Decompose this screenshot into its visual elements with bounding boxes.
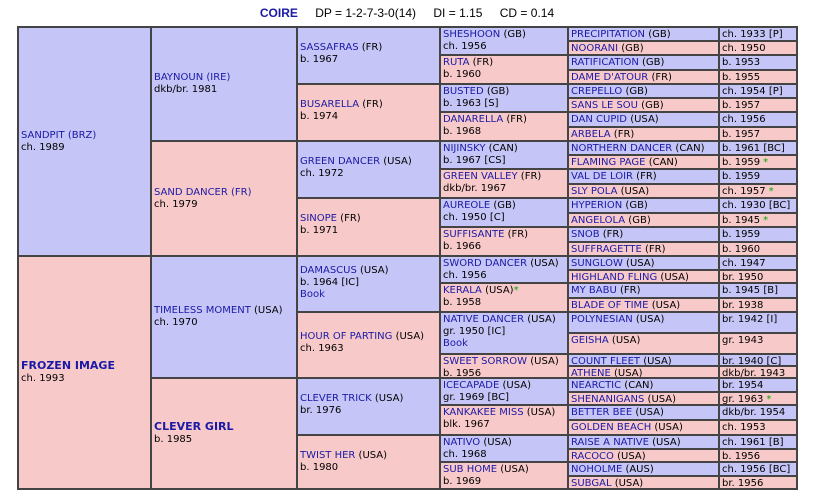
gen5-name-cell	[568, 476, 719, 489]
gen5-info: ch. 1956	[722, 114, 766, 125]
gen5-country: (USA)	[657, 272, 689, 283]
gen5-country: (USA)	[613, 451, 646, 462]
gen4-dup-star: *	[513, 285, 519, 296]
sire-country: (BRZ)	[64, 129, 97, 141]
gen5-name-cell	[568, 333, 719, 354]
gen4-info: b. 1958	[443, 297, 482, 308]
gen4-country: (FR)	[503, 114, 527, 125]
gen4-cell	[440, 256, 568, 283]
gen4-name[interactable]: NIJINSKY	[443, 143, 486, 154]
gen5-name[interactable]: SUNGLOW	[571, 258, 623, 269]
gen5-name-cell	[568, 184, 719, 198]
gen3-cell-f	[297, 312, 440, 378]
gen4-info: b. 1969	[443, 476, 482, 487]
gen5-info: b. 1959	[722, 229, 761, 240]
gen5-name[interactable]: NOORANI	[571, 43, 619, 54]
gen5-info-cell	[719, 141, 797, 155]
gen5-name-cell	[568, 41, 719, 55]
gen3-book-link-e[interactable]: Book	[300, 289, 325, 300]
gen5-dup-star: *	[763, 157, 769, 168]
gen4-country: (USA)	[481, 285, 514, 296]
gen5-name-cell	[568, 141, 719, 155]
gen3-country-f: (USA)	[392, 331, 425, 342]
gen3-cell-h	[297, 435, 440, 489]
gen5-country: (FR)	[599, 229, 624, 240]
gen5-info: b. 1957	[722, 129, 761, 140]
gen5-name-cell	[568, 392, 719, 405]
gen4-info: b. 1956	[443, 368, 482, 378]
gen5-country: (CAN)	[621, 380, 654, 391]
gen5-info-cell	[719, 242, 797, 256]
gen5-info-cell	[719, 70, 797, 84]
gen3-name-h[interactable]: TWIST HER	[300, 450, 356, 461]
gen5-name-cell	[568, 227, 719, 242]
gen5-info: b. 1957	[722, 100, 761, 111]
gen5-name-cell	[568, 27, 719, 41]
gen4-cell	[440, 112, 568, 141]
gen4-country: (USA)	[497, 464, 529, 475]
gen5-name[interactable]: PRECIPITATION	[571, 29, 646, 40]
dam-sire-cell	[151, 256, 297, 378]
gen5-info: ch. 1954 [P]	[722, 86, 783, 97]
gen5-info-cell	[719, 392, 797, 405]
gen3-country-b: (FR)	[359, 99, 383, 110]
pedigree-table	[17, 26, 798, 490]
gen5-country: (CAN)	[672, 143, 705, 154]
gen5-name-cell	[568, 169, 719, 184]
gen5-name[interactable]: BETTER BEE	[571, 407, 633, 418]
gen5-info-cell	[719, 366, 797, 378]
gen5-name-cell	[568, 55, 719, 70]
gen5-info: ch. 1956 [BC]	[722, 464, 791, 475]
gen4-info: gr. 1950 [IC]	[443, 326, 506, 337]
gen5-country: (USA)	[651, 422, 683, 433]
gen5-info-cell	[719, 333, 797, 354]
gen5-name-cell	[568, 242, 719, 256]
gen5-info: dkb/br. 1943	[722, 368, 786, 378]
gen5-name[interactable]: SLY POLA	[571, 186, 618, 197]
gen5-name[interactable]: MY BABU	[571, 285, 617, 296]
gen5-name-cell	[568, 213, 719, 227]
gen5-name-cell	[568, 283, 719, 298]
gen4-country: (USA)	[480, 437, 512, 448]
gen5-name-cell	[568, 256, 719, 270]
gen5-name-cell	[568, 155, 719, 169]
sire-cell	[18, 27, 151, 256]
gen3-info-h: b. 1980	[300, 462, 339, 473]
gen4-name[interactable]: AUREOLE	[443, 200, 491, 211]
gen5-dup-star: *	[766, 394, 772, 405]
gen4-info: ch. 1968	[443, 449, 487, 460]
gen5-name-cell	[568, 127, 719, 141]
gen4-cell	[440, 312, 568, 354]
gen4-info: b. 1963 [S]	[443, 98, 499, 109]
gen3-info-e: b. 1964 [IC]	[300, 277, 360, 288]
gen4-info: ch. 1956	[443, 270, 487, 281]
gen5-info-cell	[719, 112, 797, 127]
gen3-name-g[interactable]: CLEVER TRICK	[300, 393, 372, 404]
gen4-name[interactable]: NATIVE DANCER	[443, 314, 525, 325]
gen5-country: (USA)	[610, 368, 643, 378]
gen3-country-a: (FR)	[358, 42, 383, 53]
gen5-info: ch. 1933 [P]	[722, 29, 783, 40]
gen5-name[interactable]: DAN CUPID	[571, 114, 628, 125]
gen5-name[interactable]: SANS LE SOU	[571, 100, 638, 111]
gen5-info-cell	[719, 420, 797, 435]
gen3-info-f: ch. 1963	[300, 343, 344, 354]
gen5-info-cell	[719, 256, 797, 270]
gen5-country: (FR)	[616, 285, 641, 296]
gen5-info-cell	[719, 55, 797, 70]
gen5-country: (USA)	[617, 186, 650, 197]
gen5-info: b. 1953	[722, 57, 761, 68]
gen4-info: gr. 1969 [BC]	[443, 392, 509, 403]
gen4-name[interactable]: GREEN VALLEY	[443, 171, 518, 182]
dam-dam-cell	[151, 378, 297, 489]
gen5-info: gr. 1963	[722, 394, 764, 405]
gen5-country: (GB)	[625, 215, 651, 226]
gen4-info: ch. 1956	[443, 41, 487, 52]
gen5-info: b. 1945	[722, 215, 761, 226]
gen5-info-cell	[719, 227, 797, 242]
gen5-name-cell	[568, 298, 719, 312]
gen5-name[interactable]: NEARCTIC	[571, 380, 622, 391]
gen5-info-cell	[719, 405, 797, 420]
gen5-info: b. 1956	[722, 451, 761, 462]
gen4-name[interactable]: KANKAKEE MISS	[443, 407, 524, 418]
gen5-name-cell	[568, 405, 719, 420]
horse-name[interactable]: COIRE	[259, 6, 298, 20]
gen5-name[interactable]: POLYNESIAN	[571, 314, 633, 325]
sire-sire-info: dkb/br. 1981	[154, 84, 218, 95]
pedigree-header	[0, 6, 814, 20]
gen4-name[interactable]: RUTA	[443, 57, 470, 68]
gen4-name[interactable]: SWORD DANCER	[443, 258, 528, 269]
dam-sire-country: (USA)	[250, 305, 283, 316]
gen5-info-cell	[719, 127, 797, 141]
gen5-name[interactable]: GOLDEN BEACH	[571, 422, 652, 433]
gen5-name[interactable]: GEISHA	[571, 335, 609, 346]
gen5-info-cell	[719, 155, 797, 169]
gen5-info: br. 1940 [C]	[722, 356, 782, 366]
gen5-info-cell	[719, 435, 797, 449]
gen4-cell	[440, 55, 568, 84]
gen5-name-cell	[568, 378, 719, 392]
gen4-info: ch. 1950 [C]	[443, 212, 505, 223]
gen5-dup-star: *	[768, 186, 774, 197]
gen3-cell-g	[297, 378, 440, 435]
dosage-profile: DP = 1-2-7-3-0(14)	[315, 6, 417, 20]
gen5-name[interactable]: NORTHERN DANCER	[571, 143, 673, 154]
gen3-name-a[interactable]: SASSAFRAS	[300, 42, 359, 53]
gen5-name-cell	[568, 462, 719, 476]
gen3-cell-a	[297, 27, 440, 84]
gen5-name-cell	[568, 312, 719, 333]
gen5-info-cell	[719, 84, 797, 98]
gen5-info-cell	[719, 462, 797, 476]
gen3-info-c: ch. 1972	[300, 168, 344, 179]
gen5-name-cell	[568, 420, 719, 435]
gen4-cell	[440, 378, 568, 405]
gen5-name[interactable]: BLADE OF TIME	[571, 300, 649, 311]
dosage-index: DI = 1.15	[433, 6, 483, 20]
gen5-country: (USA)	[627, 114, 659, 125]
gen3-country-h: (USA)	[355, 450, 388, 461]
sire-sire-cell	[151, 27, 297, 141]
gen5-info: b. 1961 [BC]	[722, 143, 785, 154]
gen5-info-cell	[719, 354, 797, 366]
gen4-cell	[440, 462, 568, 489]
gen3-info-a: b. 1967	[300, 54, 339, 65]
dam-sire-name[interactable]: TIMELESS MOMENT	[154, 305, 251, 316]
gen4-name[interactable]: ICECAPADE	[443, 380, 500, 391]
gen3-country-c: (USA)	[380, 156, 412, 167]
gen5-name[interactable]: ATHENE	[571, 368, 611, 378]
gen5-country: (USA)	[632, 407, 664, 418]
gen3-info-b: b. 1974	[300, 111, 339, 122]
gen5-country: (GB)	[638, 57, 665, 68]
gen5-info: gr. 1943	[722, 335, 764, 346]
gen5-info-cell	[719, 283, 797, 298]
gen5-name[interactable]: CREPELLO	[571, 86, 623, 97]
gen4-cell	[440, 283, 568, 312]
dam-dam-info: b. 1985	[154, 434, 193, 445]
gen4-info: b. 1967 [CS]	[443, 155, 506, 166]
gen5-info-cell	[719, 449, 797, 462]
gen5-country: (FR)	[610, 129, 635, 140]
gen4-cell	[440, 84, 568, 112]
dam-name[interactable]: FROZEN IMAGE	[21, 359, 115, 372]
sire-info: ch. 1989	[21, 141, 65, 153]
gen5-info-cell	[719, 98, 797, 112]
gen5-name[interactable]: HIGHLAND FLING	[571, 272, 658, 283]
gen5-country: (GB)	[645, 29, 671, 40]
gen5-name[interactable]: ARBELA	[571, 129, 611, 140]
gen3-info-g: br. 1976	[300, 405, 342, 416]
gen5-name[interactable]: RAISE A NATIVE	[571, 437, 649, 448]
gen3-cell-d	[297, 198, 440, 256]
sire-sire-name[interactable]: BAYNOUN	[154, 72, 204, 83]
gen4-name[interactable]: NATIVO	[443, 437, 481, 448]
gen5-country: (AUS)	[622, 464, 654, 475]
gen4-cell	[440, 27, 568, 55]
gen4-country: (GB)	[490, 200, 516, 211]
gen4-country: (CAN)	[485, 143, 518, 154]
gen5-name-cell	[568, 98, 719, 112]
gen5-name[interactable]: RACOCO	[571, 451, 614, 462]
gen5-dup-star: *	[763, 215, 769, 226]
gen4-country: (FR)	[517, 171, 542, 182]
gen5-info-cell	[719, 27, 797, 41]
gen3-name-e[interactable]: DAMASCUS	[300, 265, 357, 276]
gen5-country: (USA)	[632, 314, 665, 325]
gen5-info: br. 1956	[722, 478, 764, 489]
gen5-info: br. 1938	[722, 300, 764, 311]
sire-dam-country: (FR)	[227, 186, 252, 198]
gen5-name[interactable]: DAME D'ATOUR	[571, 72, 649, 83]
gen3-name-d[interactable]: SINOPE	[300, 213, 337, 224]
gen4-name[interactable]: SUFFISANTE	[443, 229, 505, 240]
gen4-name[interactable]: SWEET SORROW	[443, 356, 528, 367]
gen5-name[interactable]: NOHOLME	[571, 464, 623, 475]
gen5-name[interactable]: RATIFICATION	[571, 57, 639, 68]
sire-dam-info: ch. 1979	[154, 198, 198, 210]
gen4-cell	[440, 227, 568, 256]
gen5-info: b. 1959	[722, 157, 761, 168]
gen5-info-cell	[719, 169, 797, 184]
gen5-name-cell	[568, 354, 719, 366]
gen5-info: dkb/br. 1954	[722, 407, 786, 418]
gen3-country-g: (USA)	[371, 393, 404, 404]
gen3-name-f[interactable]: HOUR OF PARTING	[300, 331, 393, 342]
gen4-country: (GB)	[500, 29, 526, 40]
gen4-info: blk. 1967	[443, 419, 490, 430]
gen5-info: ch. 1961 [B]	[722, 437, 784, 448]
gen4-name[interactable]: BUSTED	[443, 86, 484, 97]
dam-sire-info: ch. 1970	[154, 317, 198, 328]
gen5-country: (FR)	[648, 72, 672, 83]
gen4-info: dkb/br. 1967	[443, 183, 507, 194]
gen5-country: (USA)	[608, 335, 641, 346]
gen4-cell	[440, 405, 568, 435]
gen5-name-cell	[568, 449, 719, 462]
gen4-country: (FR)	[504, 229, 529, 240]
gen5-info: b. 1959	[722, 171, 761, 182]
gen4-country: (USA)	[527, 258, 559, 269]
gen4-country: (USA)	[523, 407, 556, 418]
gen5-country: (CAN)	[645, 157, 678, 168]
gen5-name[interactable]: SHENANIGANS	[571, 394, 645, 405]
gen5-country: (FR)	[632, 171, 657, 182]
gen5-info-cell	[719, 213, 797, 227]
gen5-name[interactable]: SNOB	[571, 229, 600, 240]
gen4-country: (USA)	[524, 314, 556, 325]
gen3-name-c[interactable]: GREEN DANCER	[300, 156, 381, 167]
gen5-info-cell	[719, 378, 797, 392]
gen4-info: b. 1960	[443, 69, 482, 80]
gen5-info: b. 1955	[722, 72, 761, 83]
gen5-info: br. 1950	[722, 272, 764, 283]
dam-dam-name[interactable]: CLEVER GIRL	[154, 420, 234, 433]
gen5-info: ch. 1950	[722, 43, 766, 54]
gen5-name-cell	[568, 270, 719, 283]
gen3-cell-e	[297, 256, 440, 312]
gen5-info: b. 1945 [B]	[722, 285, 778, 296]
gen5-info: ch. 1953	[722, 422, 766, 433]
gen5-info: br. 1954	[722, 380, 764, 391]
gen4-name[interactable]: SHESHOON	[443, 29, 501, 40]
gen5-country: (GB)	[618, 43, 644, 54]
gen5-info: b. 1960	[722, 244, 761, 255]
gen5-info-cell	[719, 270, 797, 283]
gen5-name[interactable]: ANGELOLA	[571, 215, 626, 226]
gen5-info-cell	[719, 312, 797, 333]
gen3-country-e: (USA)	[356, 265, 389, 276]
gen5-country: (USA)	[611, 478, 644, 489]
gen5-name[interactable]: SUBGAL	[571, 478, 612, 489]
sire-name[interactable]: SANDPIT	[21, 129, 65, 141]
gen5-country: (FR)	[641, 244, 666, 255]
gen5-country: (USA)	[622, 258, 655, 269]
gen5-name-cell	[568, 70, 719, 84]
gen4-country: (USA)	[527, 356, 559, 367]
gen4-cell	[440, 435, 568, 462]
gen5-info-cell	[719, 198, 797, 213]
gen5-name-cell	[568, 198, 719, 213]
gen3-info-d: b. 1971	[300, 225, 339, 236]
gen5-name[interactable]: VAL DE LOIR	[571, 171, 633, 182]
gen5-name-cell	[568, 435, 719, 449]
gen5-name[interactable]: COUNT FLEET	[571, 356, 641, 366]
gen5-country: (GB)	[622, 86, 648, 97]
gen5-country: (USA)	[644, 394, 677, 405]
gen5-info-cell	[719, 184, 797, 198]
gen4-name[interactable]: KERALA	[443, 285, 482, 296]
gen3-cell-c	[297, 141, 440, 198]
gen4-name[interactable]: DANARELLA	[443, 114, 504, 125]
gen4-cell	[440, 354, 568, 378]
gen5-info-cell	[719, 298, 797, 312]
gen5-info: br. 1942 [I]	[722, 314, 778, 325]
gen5-info-cell	[719, 476, 797, 489]
gen5-info: ch. 1947	[722, 258, 766, 269]
gen5-name-cell	[568, 112, 719, 127]
gen5-country: (USA)	[640, 356, 672, 366]
sire-dam-name[interactable]: SAND DANCER	[154, 186, 228, 198]
gen4-info: b. 1968	[443, 126, 482, 137]
gen4-country: (USA)	[499, 380, 532, 391]
gen4-country: (FR)	[469, 57, 494, 68]
gen4-cell	[440, 141, 568, 169]
gen4-cell	[440, 169, 568, 198]
sire-dam-cell	[151, 141, 297, 256]
dam-cell	[18, 256, 151, 489]
gen5-country: (GB)	[622, 200, 648, 211]
gen4-cell	[440, 198, 568, 227]
center-of-distribution: CD = 0.14	[499, 6, 555, 20]
gen3-country-d: (FR)	[337, 213, 361, 224]
gen5-country: (USA)	[648, 300, 681, 311]
gen4-book-link[interactable]: Book	[443, 338, 468, 349]
sire-sire-country: (IRE)	[203, 72, 231, 83]
gen4-info: b. 1966	[443, 241, 482, 252]
gen5-info-cell	[719, 41, 797, 55]
gen3-name-b[interactable]: BUSARELLA	[300, 99, 360, 110]
dam-info: ch. 1993	[21, 373, 65, 384]
gen5-name-cell	[568, 84, 719, 98]
gen4-name[interactable]: SUB HOME	[443, 464, 498, 475]
gen5-country: (USA)	[648, 437, 681, 448]
gen5-name[interactable]: HYPERION	[571, 200, 623, 211]
gen5-name-cell	[568, 366, 719, 378]
gen5-country: (GB)	[638, 100, 664, 111]
gen5-info: ch. 1930 [BC]	[722, 200, 791, 211]
gen3-cell-b	[297, 84, 440, 141]
gen5-name[interactable]: FLAMING PAGE	[571, 157, 646, 168]
gen5-name[interactable]: SUFFRAGETTE	[571, 244, 642, 255]
gen4-country: (GB)	[483, 86, 510, 97]
gen5-info: ch. 1957	[722, 186, 766, 197]
